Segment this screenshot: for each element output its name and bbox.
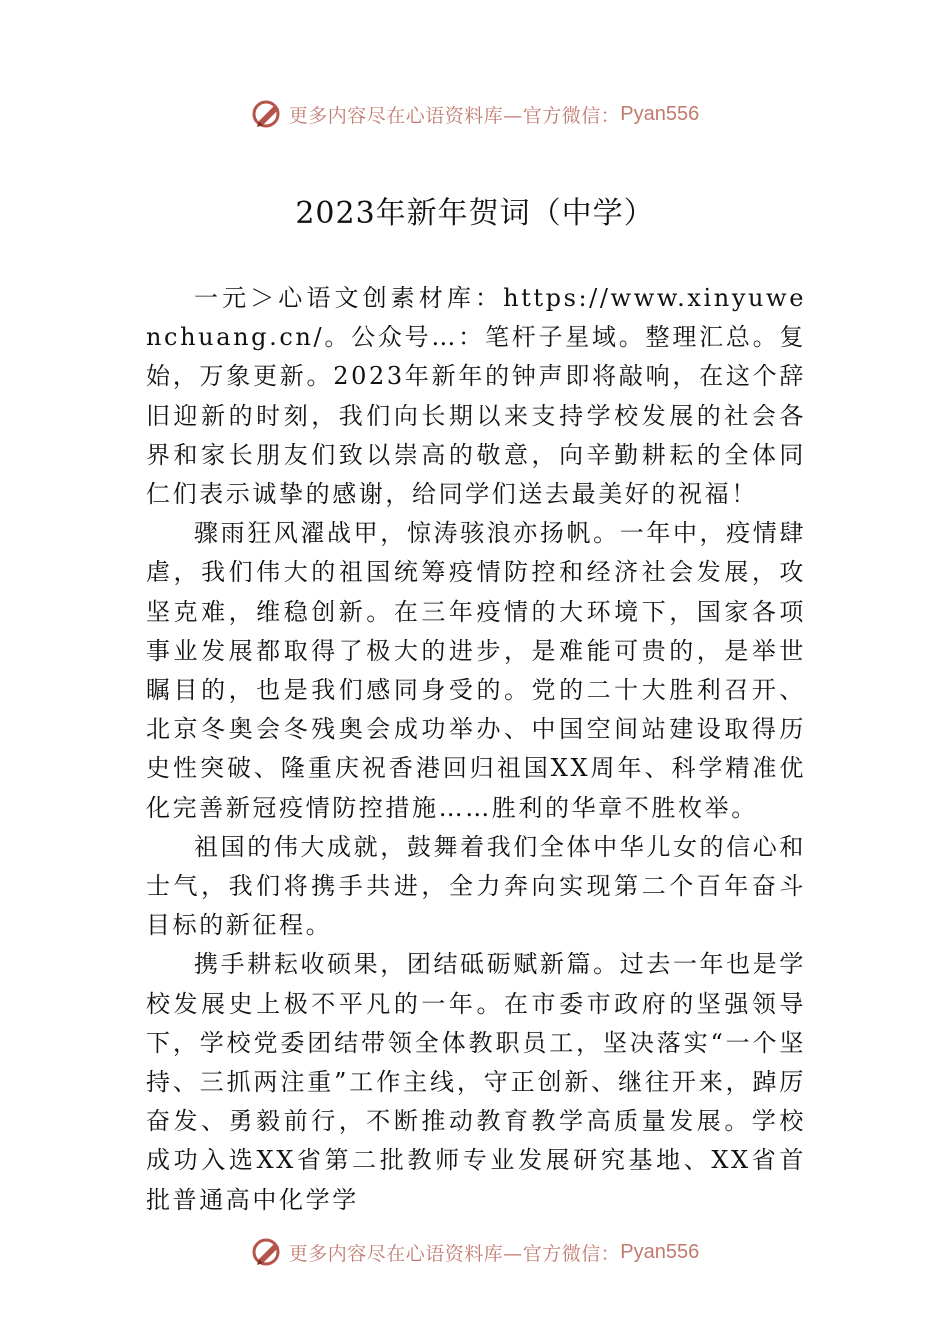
- paragraph: 骤雨狂风濯战甲，惊涛骇浪亦扬帆。一年中，疫情肆虐，我们伟大的祖国统筹疫情防控和经济社会发展，攻坚克难，维稳创新。在三年疫情的大环境下，国家各项事业发展都取得了极大的进步，是难能可贵的，是举世瞩目的，也是我们感同身受的。党的二十大胜利召开、北京冬奥会冬残奥会成功举办、中国空间站建设取得历史性突破、隆重庆祝香港回归祖国XX周年、科学精准优化完善新冠疫情防控措施……胜利的华章不胜枚举。: [146, 519, 806, 822]
- banner-wechat-id: Pyan556: [620, 1240, 700, 1263]
- document-title: 2023年新年贺词（中学）: [295, 196, 655, 231]
- document-body: [146, 279, 806, 1220]
- pen-logo-icon: [251, 97, 285, 131]
- paragraph: 祖国的伟大成就，鼓舞着我们全体中华儿女的信心和士气，我们将携手共进，全力奔向实现第二个百年奋斗目标的新征程。: [146, 832, 806, 940]
- pen-logo-icon: [251, 1235, 285, 1269]
- paragraph: 携手耕耘收硕果，团结砥砺赋新篇。过去一年也是学校发展史上极不平凡的一年。在市委市政府的坚强领导下，学校党委团结带领全体教职员工，坚决落实“一个坚持、三抓两注重”工作主线，守正创新、继往开来，踔厉奋发、勇毅前行，不断推动教育教学高质量发展。学校成功入选XX省第二批教师专业发展研究基地、XX省首批普通高中化学学: [146, 950, 806, 1214]
- footer-banner: [0, 1232, 950, 1272]
- paragraph: 一元＞心语文创素材库：https://www.xinyuwenchuang.cn/。公众号…：笔杆子星域。整理汇总。复始，万象更新。2023年新年的钟声即将敲响，在这个辞旧迎新的时刻，我们向长期以来支持学校发展的社会各界和家长朋友们致以崇高的敬意，向辛勤耕耘的全体同仁们表示诚挚的感谢，给同学们送去最美好的祝福！: [146, 284, 806, 509]
- banner-text: 更多内容尽在心语资料库—官方微信：: [288, 1242, 621, 1265]
- banner-wechat-id: Pyan556: [620, 102, 700, 125]
- banner-text: 更多内容尽在心语资料库—官方微信：: [288, 104, 621, 127]
- header-banner: [0, 94, 950, 134]
